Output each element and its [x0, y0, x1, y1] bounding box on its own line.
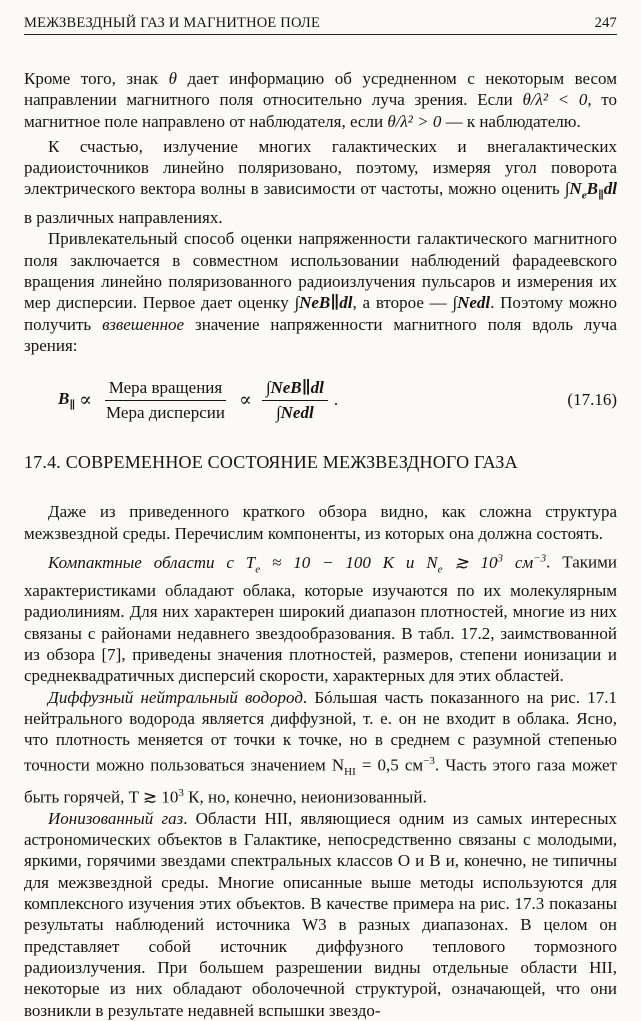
equation-17-16	[24, 364, 617, 436]
theta-symbol: θ	[168, 69, 177, 88]
section-heading: 17.4. СОВРЕМЕННОЕ СОСТОЯНИЕ МЕЖЗВЕЗДНОГО ГАЗА	[24, 452, 518, 473]
paragraph-faraday-rotation: Привлекательный способ оценки напряженности галактического магнитного поля заключается в совместном использовании наблюдений фарадеевского вращения линейно поляризованного радиоизлучения пульсаров и измерения их мер дисперсии. Первое дает оценку ∫NeB∥dl, а второе — ∫Nedl. Поэтому можно получить взвешенное значение напряженности магнитного поля вдоль луча зрения:	[24, 229, 617, 355]
proportional-sign-2: ∝	[238, 389, 252, 411]
fraction-integrals	[262, 378, 328, 423]
paragraph-sign-theta: Кроме того, знак θ дает информацию об усредненном с некоторым весом направлении магнитного поля относительно луча зрения. Если θ/λ² < 0, то магнитное поле направлено от наблюдателя, если θ/λ² > 0 — к наблюдателю.	[24, 69, 617, 131]
paragraph-diffuse-hydrogen: Диффузный нейтральный водород. Бóльшая часть показанного на рис. 17.1 нейтрального водорода является диффузной, т. е. он не входит в облака. Ясно, что плотность меняется от точки к точке, но в среднем с разумной степенью точности можно пользоваться значением $N_{HI} = 0,5$ $см^{-3}$. Часть этого газа может быть горячей, T ≳ $10^3$ К, но, конечно, неионизованный.	[24, 687, 617, 807]
running-head	[24, 10, 617, 35]
page-number: 247	[594, 15, 617, 31]
dispersion-measure-label: Мера дисперсии	[106, 402, 225, 422]
fraction-measures	[102, 378, 229, 423]
diffuse-hydrogen-heading: Диффузный нейтральный водород	[48, 687, 303, 707]
integral-ne-b-dl: $\int N_eB_\parallel dl$	[564, 179, 617, 202]
paragraph-ionized-gas: Ионизованный газ. Области HII, являющиеся одним из самых интересных астрономических объектов в Галактике, непосредственно связаны с молодыми, яркими, горячими звездами спектральных классов O и B и, конечно, не типичны для межзвездной среды. Многие описанные выше методы используются для комплексного изучения этих объектов. В качестве примера на рис. 17.3 показаны результаты наблюдений источника W3 в разных диапазонах. В целом он представляет собой источник диффузного теплового тормозного радиоизлучения. При большем разрешении видны отдельные области HII, некоторые из них обладают оболочечной структурой, означающей, что они возникли в результате недавней вспышки звездо-	[24, 808, 617, 1020]
equation-period: .	[333, 390, 339, 410]
condition-negative: θ/λ² < 0	[522, 90, 588, 110]
integral-dispersion: ∫Nedl	[452, 293, 491, 313]
condition-positive: θ/λ² > 0	[387, 111, 442, 131]
weighted-term: взвешенное	[102, 314, 185, 334]
paragraph-polarization: К счастью, излучение многих галактических и внегалактических радиоисточников линейно поляризовано, поэтому, измеряя угол поворота электрического вектора волны в зависимости от частоты, можно оценить $\int N_eB_\parallel dl$ в различных направлениях.	[24, 136, 617, 228]
ionized-gas-heading: Ионизованный газ	[48, 808, 184, 828]
proportional-sign: ∝	[79, 389, 93, 411]
rotation-measure-label: Мера вращения	[105, 378, 226, 401]
equation-lhs: $B_\parallel$	[58, 389, 76, 412]
compact-regions-heading: Компактные области с $T_e \approx 10 - 100$ К и $N_e$ ≳ $10^3$ $см^{-3}$	[48, 551, 547, 575]
paragraph-overview: Даже из приведенного краткого обзора видно, как сложна структура межзвездной среды. Перечислим компоненты, из которых она должна состоять.	[24, 502, 617, 543]
page-content	[24, 68, 617, 1021]
integral-denominator: ∫Nedl	[275, 402, 314, 422]
paragraph-compact-regions: Компактные области с $T_e \approx 10 - 100$ К и $N_e$ ≳ $10^3$ $см^{-3}$. Такими характеристиками обладают облака, которые изучаются по их молекулярным радиолиниям. Для них характерен широкий диапазон плотностей, многие из них связаны с районами недавнего звездообразования. В табл. 17.2, заимствованной из обзора [7], приведены значения плотностей, размеров, степени ионизации и среднеквадратичных дисперсий скорости, характерных для этих областей.	[24, 551, 617, 686]
equation-number: (17.16)	[567, 390, 617, 410]
integral-rotation: ∫NeB∥dl	[294, 293, 353, 313]
running-title: МЕЖЗВЕЗДНЫЙ ГАЗ И МАГНИТНОЕ ПОЛЕ	[24, 15, 321, 31]
integral-numerator: ∫NeB∥dl	[262, 378, 328, 401]
